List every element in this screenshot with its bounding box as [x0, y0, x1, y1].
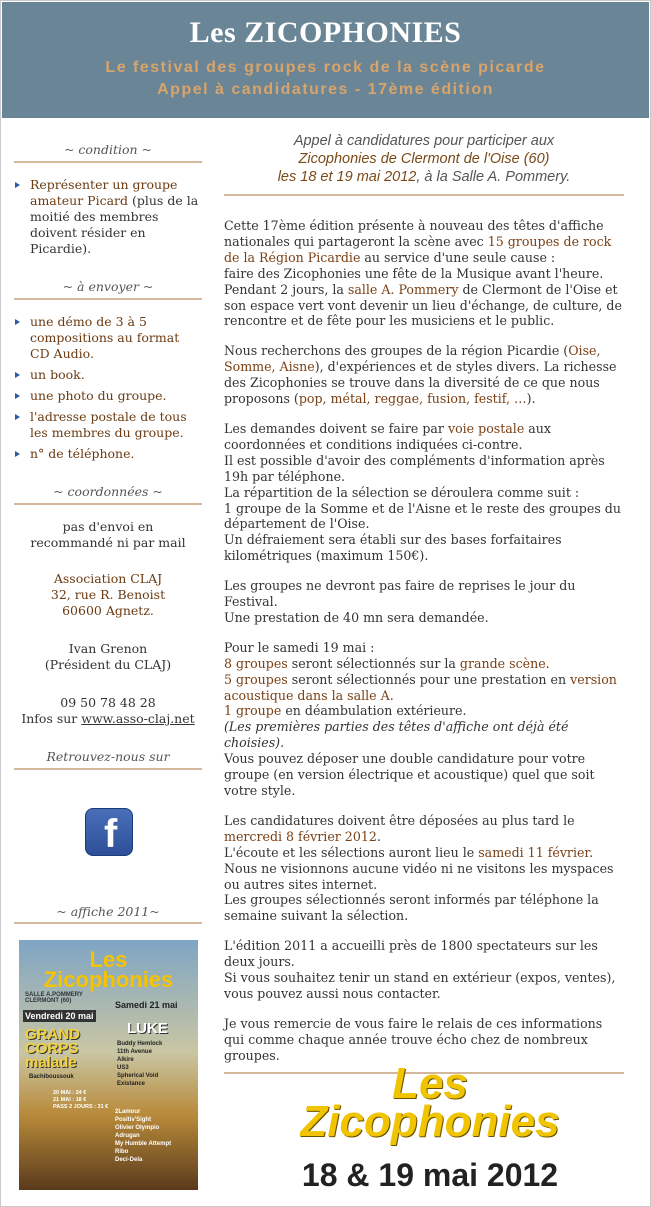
facebook-icon[interactable]	[85, 808, 133, 856]
text-run: Une prestation de 40 mn sera demandée.	[224, 609, 489, 625]
text-run: Je vous remercie de vous faire le relais de ces informations qui comme chaque année trouve écho chez de nombreux groupes.	[224, 1015, 603, 1063]
assoc-name: Association CLAJ	[53, 571, 163, 586]
main-content	[224, 132, 624, 1074]
poster-band: 2Lamour	[115, 1109, 141, 1115]
list-item: un book.	[14, 367, 202, 383]
text-run: La répartition de la sélection se déroulera comme suit :	[224, 484, 580, 500]
poster-bands-day2	[115, 1108, 171, 1164]
text-run: de Clermont de l'Oise et son espace vert vont devenir un lieu d'échange, de culture, de rencontre et de fête pour les musiciens et le public.	[224, 281, 622, 329]
text-run: L'écoute et les sélections auront lieu le	[224, 844, 479, 860]
text-run: faire des Zicophonies une fête de la Musique avant l'heure.	[224, 265, 604, 281]
poster-price: PASS 2 JOURS : 31 €	[53, 1104, 109, 1110]
logo-line2: Zicophonies	[300, 1097, 560, 1146]
poster-band: Positiv'Sight	[115, 1117, 152, 1123]
header-banner	[2, 2, 649, 118]
facebook-letter: f	[104, 812, 118, 856]
paragraph	[224, 813, 624, 924]
highlight-text: Oise, Somme, Aisne	[224, 343, 601, 375]
condition-item	[14, 177, 202, 257]
condition-list	[14, 177, 202, 257]
list-item: une photo du groupe.	[14, 388, 202, 404]
text-run: aux coordonnées et conditions indiquées ci-contre.	[224, 420, 552, 452]
envoyer-list	[14, 314, 202, 462]
text-run: ), d'expériences et de styles divers. La richesse des Zicophonies se trouve dans la diversité de ce que nous proposons (	[224, 359, 617, 407]
paragraph	[224, 421, 624, 564]
paragraph	[224, 578, 624, 626]
highlight-text: version acoustique dans la salle A.	[224, 671, 617, 703]
paragraph	[224, 218, 624, 329]
coordonnees-title: ~ coordonnées ~	[14, 484, 202, 505]
text-run: Nous ne visionnons aucune vidéo ni ne visitons les myspaces ou autres sites internet.	[224, 860, 614, 892]
poster-band: US3	[117, 1065, 129, 1071]
text-run: Un défraiement sera établi sur des bases forfaitaires kilométriques (maximum 150€).	[224, 532, 562, 564]
poster-headliner1: GRAND CORPS malade	[25, 1026, 80, 1071]
intro-line-event: Zicophonies de Clermont de l'Oise (60)	[298, 151, 550, 167]
text-run: Nous recherchons des groupes de la région Picardie (	[224, 343, 569, 359]
text-run: .	[545, 655, 550, 671]
condition-item-note: (plus de la moitié des membres doivent résider en Picardie).	[30, 193, 199, 256]
highlight-text: samedi 11 février	[478, 844, 590, 860]
infos-line	[14, 711, 202, 727]
text-run: Si vous souhaitez tenir un stand en extérieur (expos, ventes), vous pouvez aussi nous contacter.	[224, 970, 616, 1001]
poster-band: Adrugan	[115, 1133, 140, 1139]
poster-band: Deci-Dela	[115, 1157, 143, 1163]
text-run: seront sélectionnés pour une prestation en	[287, 671, 571, 687]
poster-band: Ribo	[115, 1149, 129, 1155]
poster-venue: SALLE A.POMMERY CLERMONT (60)	[25, 992, 83, 1004]
paragraph	[224, 343, 624, 407]
paragraph	[224, 938, 624, 1002]
text-run: ).	[526, 391, 536, 407]
retrouvez-title: Retrouvez-nous sur	[14, 749, 202, 770]
condition-item-highlight: Représenter un groupe amateur Picard	[30, 177, 178, 208]
sidebar	[14, 142, 202, 784]
text-run: seront sélectionnés sur la	[287, 655, 460, 671]
highlight-text: pop, métal, reggae, fusion, festif, …	[298, 391, 527, 407]
highlight-text: grande scène	[459, 655, 546, 671]
highlight-text: voie postale	[447, 420, 525, 436]
poster-band: Buddy Hemlock	[117, 1041, 163, 1047]
poster-title	[19, 947, 198, 992]
text-run: 1 groupe de la Somme et de l'Aisne et le reste des groupes du département de l'Oise.	[224, 500, 621, 532]
intro-block	[224, 132, 624, 196]
phone-number: 09 50 78 48 28	[60, 695, 156, 710]
poster-band: Olivier Olympio	[115, 1125, 160, 1131]
list-item: n° de téléphone.	[14, 446, 202, 462]
poster-band: Spherical Void	[117, 1073, 159, 1079]
assoc-street: 32, rue R. Benoist	[50, 587, 166, 602]
website-link[interactable]: www.asso-claj.net	[81, 711, 195, 726]
poster-band: My Humble Attempt	[115, 1141, 172, 1147]
contact-name: Ivan Grenon	[68, 641, 148, 656]
poster-day1: Vendredi 20 mai	[25, 1011, 94, 1021]
paragraph	[224, 1016, 624, 1064]
zicophonies-logo	[245, 1059, 615, 1200]
poster-band: Alkire	[117, 1057, 134, 1063]
poster-day2: Samedi 21 mai	[115, 1000, 178, 1010]
text-run: Vous pouvez déposer une double candidature pour votre groupe (en version électrique et acoustique) quel que soit votre style.	[224, 751, 595, 798]
poster-band: Existance	[117, 1081, 146, 1087]
poster-price: 20 MAI : 24 €	[53, 1090, 87, 1096]
list-item: l'adresse postale de tous les membres du groupe.	[14, 409, 202, 441]
poster-prices	[53, 1090, 108, 1111]
intro-dates: les 18 et 19 mai 2012	[277, 169, 417, 185]
poster-2011-image[interactable]	[19, 940, 198, 1190]
logo-title	[245, 1059, 615, 1146]
poster-bands-day1	[117, 1040, 162, 1088]
assoc-city: 60600 Agnetz.	[62, 603, 154, 618]
text-run: Cette 17ème édition présente à nouveau des têtes d'affiche nationales qui partageront la scène avec	[224, 218, 604, 249]
text-run: Pendant 2 jours, la	[224, 281, 348, 297]
infos-prefix: Infos sur	[21, 711, 82, 726]
no-recommande-note: pas d'envoi en recommandé ni par mail	[30, 519, 186, 550]
intro-line: Appel à candidatures pour participer aux	[293, 133, 555, 149]
festival-subtitle: Le festival des groupes rock de la scène picarde	[105, 59, 546, 76]
poster-band: 11th Avenue	[117, 1049, 152, 1055]
list-item: une démo de 3 à 5 compositions au format CD Audio.	[14, 314, 202, 362]
text-run: Les groupes ne devront pas faire de reprises le jour du Festival.	[224, 578, 576, 610]
poster-title-line1: Les	[89, 947, 128, 972]
poster-opener: Bachiboussouk	[29, 1074, 74, 1080]
highlight-text: salle A. Pommery	[347, 281, 459, 297]
text-run: .	[589, 844, 594, 860]
text-run: L'édition 2011 a accueilli près de 1800 spectateurs sur les deux jours.	[224, 938, 598, 970]
highlight-text: 5 groupes	[224, 671, 288, 687]
text-run: Pour le samedi 19 mai :	[224, 639, 375, 655]
contact-role: (Président du CLAJ)	[44, 657, 172, 672]
text-run: en déambulation extérieure.	[281, 703, 467, 719]
text-run: au service d'une seule cause :	[360, 249, 556, 265]
poster-price: 21 MAI : 18 €	[53, 1097, 87, 1103]
highlight-text: 8 groupes	[224, 655, 288, 671]
highlight-text: 15 groupes de rock de la Région Picardie	[224, 233, 612, 265]
text-run: Les candidatures doivent être déposées au plus tard le	[224, 812, 575, 828]
envoyer-title: ~ à envoyer ~	[14, 279, 202, 300]
text-run: .	[376, 828, 381, 844]
highlight-text: mercredi 8 février 2012	[224, 828, 377, 844]
affiche-title: ~ affiche 2011~	[14, 904, 202, 924]
text-run: Les demandes doivent se faire par	[224, 420, 448, 436]
logo-line1: Les	[392, 1059, 468, 1108]
highlight-text: 1 groupe	[224, 703, 282, 719]
affiche-section	[14, 904, 202, 938]
poster-headliner2: LUKE	[127, 1020, 168, 1037]
poster-title-line2: Zicophonies	[43, 967, 174, 992]
text-run: Il est possible d'avoir des compléments d'information après 19h par téléphone.	[224, 452, 605, 484]
edition-subtitle: Appel à candidatures - 17ème édition	[157, 81, 494, 98]
text-run: (Les premières parties des têtes d'affiche ont déjà été choisies).	[224, 719, 569, 751]
intro-line-dates	[224, 168, 624, 186]
intro-venue: , à la Salle A. Pommery.	[416, 169, 571, 185]
paragraph	[224, 640, 624, 799]
condition-title: ~ condition ~	[14, 142, 202, 163]
text-run: Les groupes sélectionnés seront informés par téléphone la semaine suivant la sélection.	[224, 892, 599, 924]
logo-date: 18 & 19 mai 2012	[301, 1157, 559, 1193]
festival-title: Les ZICOPHONIES	[189, 16, 462, 49]
